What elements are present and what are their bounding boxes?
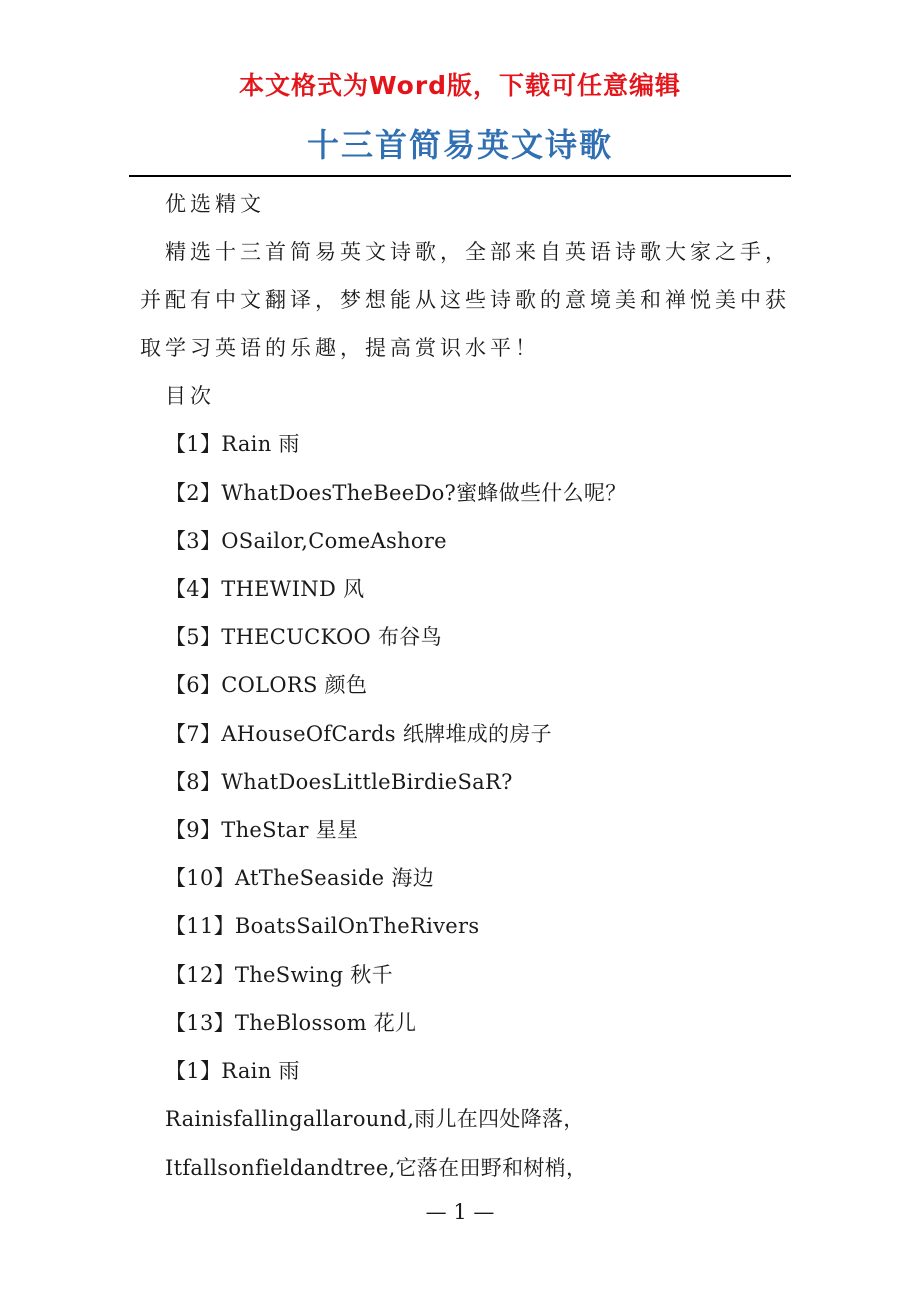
toc-item: 【13】TheBlossom 花儿 bbox=[165, 1011, 417, 1035]
toc-item: 【12】TheSwing 秋千 bbox=[165, 963, 393, 987]
page-number: — 1 — bbox=[425, 1200, 495, 1224]
title-divider bbox=[129, 175, 791, 177]
subheading: 优选精文 bbox=[165, 192, 265, 216]
intro-line-3: 取学习英语的乐趣，提高赏识水平！ bbox=[140, 336, 540, 360]
toc-item: 【5】THECUCKOO 布谷鸟 bbox=[165, 625, 442, 649]
toc-item: 【6】COLORS 颜色 bbox=[165, 673, 368, 697]
toc-item: 【8】WhatDoesLittleBirdieSaR? bbox=[165, 770, 513, 794]
intro-line-1: 精选十三首简易英文诗歌，全部来自英语诗歌大家之手， bbox=[165, 240, 790, 264]
toc-item: 【11】BoatsSailOnTheRivers bbox=[165, 914, 480, 938]
intro-line-2: 并配有中文翻译，梦想能从这些诗歌的意境美和禅悦美中获 bbox=[140, 288, 790, 312]
toc-heading: 目次 bbox=[165, 384, 215, 408]
format-banner: 本文格式为Word版，下载可任意编辑 bbox=[238, 71, 682, 100]
poem-line-1: Rainisfallingallaround,雨儿在四处降落， bbox=[165, 1107, 585, 1131]
poem-line-2: Itfallsonfieldandtree,它落在田野和树梢， bbox=[165, 1156, 588, 1180]
toc-item: 【7】AHouseOfCards 纸牌堆成的房子 bbox=[165, 722, 552, 746]
section-heading: 【1】Rain 雨 bbox=[165, 1059, 300, 1083]
toc-item: 【10】AtTheSeaside 海边 bbox=[165, 866, 434, 890]
toc-item: 【3】OSailor,ComeAshore bbox=[165, 529, 447, 553]
toc-item: 【2】WhatDoesTheBeeDo?蜜蜂做些什么呢？ bbox=[165, 481, 627, 505]
document-title: 十三首简易英文诗歌 bbox=[306, 126, 613, 164]
toc-item: 【9】TheStar 星星 bbox=[165, 818, 359, 842]
toc-item: 【1】Rain 雨 bbox=[165, 432, 300, 456]
toc-item: 【4】THEWIND 风 bbox=[165, 577, 365, 601]
